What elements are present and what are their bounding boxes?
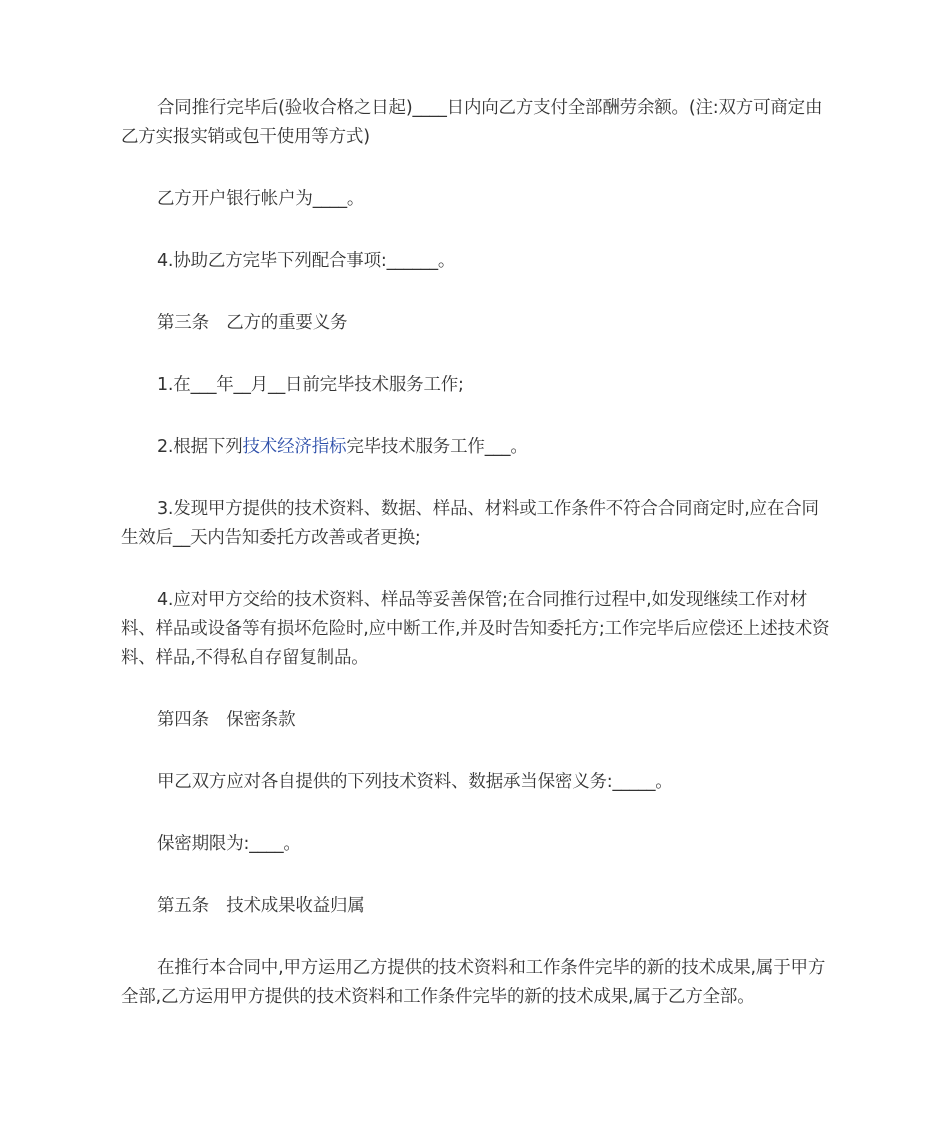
technical-indicators-prefix: 2.根据下列 <box>157 437 243 457</box>
results-ownership-clause: 在推行本合同中,甲方运用乙方提供的技术资料和工作条件完毕的新的技术成果,属于甲方全部,乙方运用甲方提供的技术资料和工作条件完毕的新的技术成果,属于乙方全部。 <box>121 958 826 1007</box>
article-5-heading: 第五条 技术成果收益归属 <box>157 896 365 916</box>
document-page <box>121 94 833 1045</box>
bank-account-clause: 乙方开户银行帐户为____。 <box>157 189 365 209</box>
materials-custody-clause: 4.应对甲方交给的技术资料、样品等妥善保管;在合同推行过程中,如发现继续工作对材料、样品或设备等有损坏危险时,应中断工作,并及时告知委托方;工作完毕后应偿还上述技术资料、样品,不得私自存留复制品。 <box>121 590 830 668</box>
article-4-heading: 第四条 保密条款 <box>157 710 296 730</box>
payment-balance-clause: 合同推行完毕后(验收合格之日起)____日内向乙方支付全部酬劳余额。(注:双方可商定由乙方实报实销或包干使用等方式) <box>121 98 823 147</box>
article-3-heading: 第三条 乙方的重要义务 <box>157 313 348 333</box>
technical-indicators-clause <box>121 433 833 462</box>
confidentiality-period-clause: 保密期限为:____。 <box>157 834 301 854</box>
materials-nonconformity-clause: 3.发现甲方提供的技术资料、数据、样品、材料或工作条件不符合合同商定时,应在合同生效后__天内告知委托方改善或者更换; <box>121 499 819 548</box>
technical-indicators-suffix: 完毕技术服务工作___。 <box>346 437 528 457</box>
deadline-clause: 1.在___年__月__日前完毕技术服务工作; <box>157 375 464 395</box>
confidentiality-obligation-clause: 甲乙双方应对各自提供的下列技术资料、数据承当保密义务:_____。 <box>157 772 673 792</box>
cooperation-matters-clause: 4.协助乙方完毕下列配合事项:______。 <box>157 251 456 271</box>
technical-economic-indicators-link[interactable]: 技术经济指标 <box>242 437 347 457</box>
